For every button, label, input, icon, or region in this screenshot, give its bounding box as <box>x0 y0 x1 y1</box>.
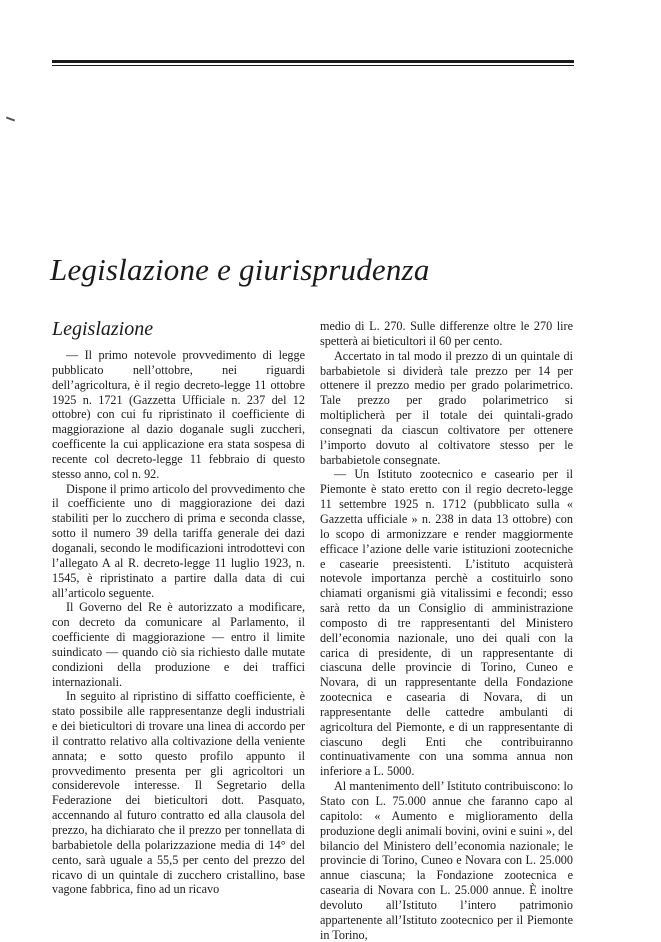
right-column <box>320 319 573 942</box>
left-column <box>52 348 305 897</box>
margin-mark <box>6 117 15 122</box>
top-rule-thick <box>52 60 574 63</box>
paragraph: Al mantenimento dell’ Istituto contribuiscono: lo Stato con L. 75.000 annue che faranno capo al capitolo: « Aumento e miglioramento della produzione degli animali bovini, ovini e suini », del bilancio del Ministero dell’economia nazionale; le provincie di Torino, Cuneo e Novara con L. 25.000 annue ciascuna; la Fondazione zootecnica e casearia di Novara con L. 25.000 annue. È inoltre devoluto all’Istituto l’intero patrimonio appartenente all’Istituto zootecnico per il Piemonte in Torino, <box>320 779 573 942</box>
top-rule-thin <box>52 65 574 66</box>
paragraph: — Un Istituto zootecnico e caseario per il Piemonte è stato eretto con il regio decreto-legge 11 settembre 1925 n. 1712 (pubblicato sulla « Gazzetta ufficiale » n. 238 in data 13 ottobre) con lo scopo di armonizzare e render maggiormente efficace l’azione delle varie istituzioni zootecniche e casearie preesistenti. L’istituto acquisterà notevole importanza perchè a costituirlo sono chiamati organismi già vitalissimi e fecondi; esso sarà retto da un Consiglio di amministrazione composto di tre rappresentanti del Ministero dell’economia nazionale, uno dei quali con la carica di presidente, di un rappresentante di ciascuna delle provincie di Torino, Cuneo e Novara, di un rappresentante della Fondazione zootecnica e casearia di Novara, di un rappresentante delle cattedre ambulanti di agricoltura del Piemonte, e di un rappresentante di ciascuno degli Enti che contribuiranno continuativamente con una somma annua non inferiore a L. 5000. <box>320 467 573 779</box>
page-title: Legislazione e giurisprudenza <box>50 252 430 287</box>
paragraph: medio di L. 270. Sulle differenze oltre le 270 lire spetterà ai bieticultori il 60 per cento. <box>320 319 573 348</box>
section-heading: Legislazione <box>52 318 154 340</box>
paragraph: Accertato in tal modo il prezzo di un quintale di barbabietole si dividerà tale prezzo per 14 per ottenere il prezzo medio per grado polarimetrico. Tale prezzo per grado polarimetrico si moltiplicherà per il totale dei quintali-grado consegnati da ciascun coltivatore per ottenere l’importo dovuto al coltivatore stesso per le barbabietole consegnate. <box>320 348 573 467</box>
paragraph: In seguito al ripristino di siffatto coefficiente, è stato possibile alle rappresentanze degli industriali e dei bieticultori di trovare una linea di accordo per il contratto relativo alla coltivazione della veniente annata; e sotto questo profilo appunto il provvedimento presenta per gli agricoltori un considerevole interesse. Il Segretario della Federazione dei bieticultori dott. Pasquato, accennando al futuro contratto ed alla clausola del prezzo, ha dichiarato che il prezzo per tonnellata di barbabietole della polarizzazione media di 14° del cento, sarà uguale a 55,5 per cento del prezzo del ricavo di un quintale di zucchero cristallino, base vagone fabbrica, fino ad un ricavo <box>52 689 305 897</box>
paragraph: Dispone il primo articolo del provvedimento che il coefficiente uno di maggiorazione dei dazi stabiliti per lo zucchero di prima e seconda classe, sotto il numero 39 della tariffa generale dei dazi doganali, secondo le modificazioni introdottevi con l’allegato A al R. decreto-legge 11 luglio 1923, n. 1545, è ripristinato a partire dalla data di cui all’articolo seguente. <box>52 481 305 600</box>
paragraph: Il Governo del Re è autorizzato a modificare, con decreto da comunicare al Parlamento, il coefficiente di maggiorazione — entro il limite suindicato — quando ciò sia richiesto dalle mutate condizioni della produzione e dei traffici internazionali. <box>52 600 305 689</box>
paragraph: — Il primo notevole provvedimento di legge pubblicato nell’ottobre, nei riguardi dell’agricoltura, è il regio decreto-legge 11 ottobre 1925 n. 1721 (Gazzetta Ufficiale n. 237 del 12 ottobre) con cui fu ripristinato il coefficiente di maggiorazione al dazio doganale sugli zuccheri, coefficente la cui applicazione era stata sospesa di recente col decreto-legge 11 febbraio di questo stesso anno, col n. 92. <box>52 348 305 481</box>
